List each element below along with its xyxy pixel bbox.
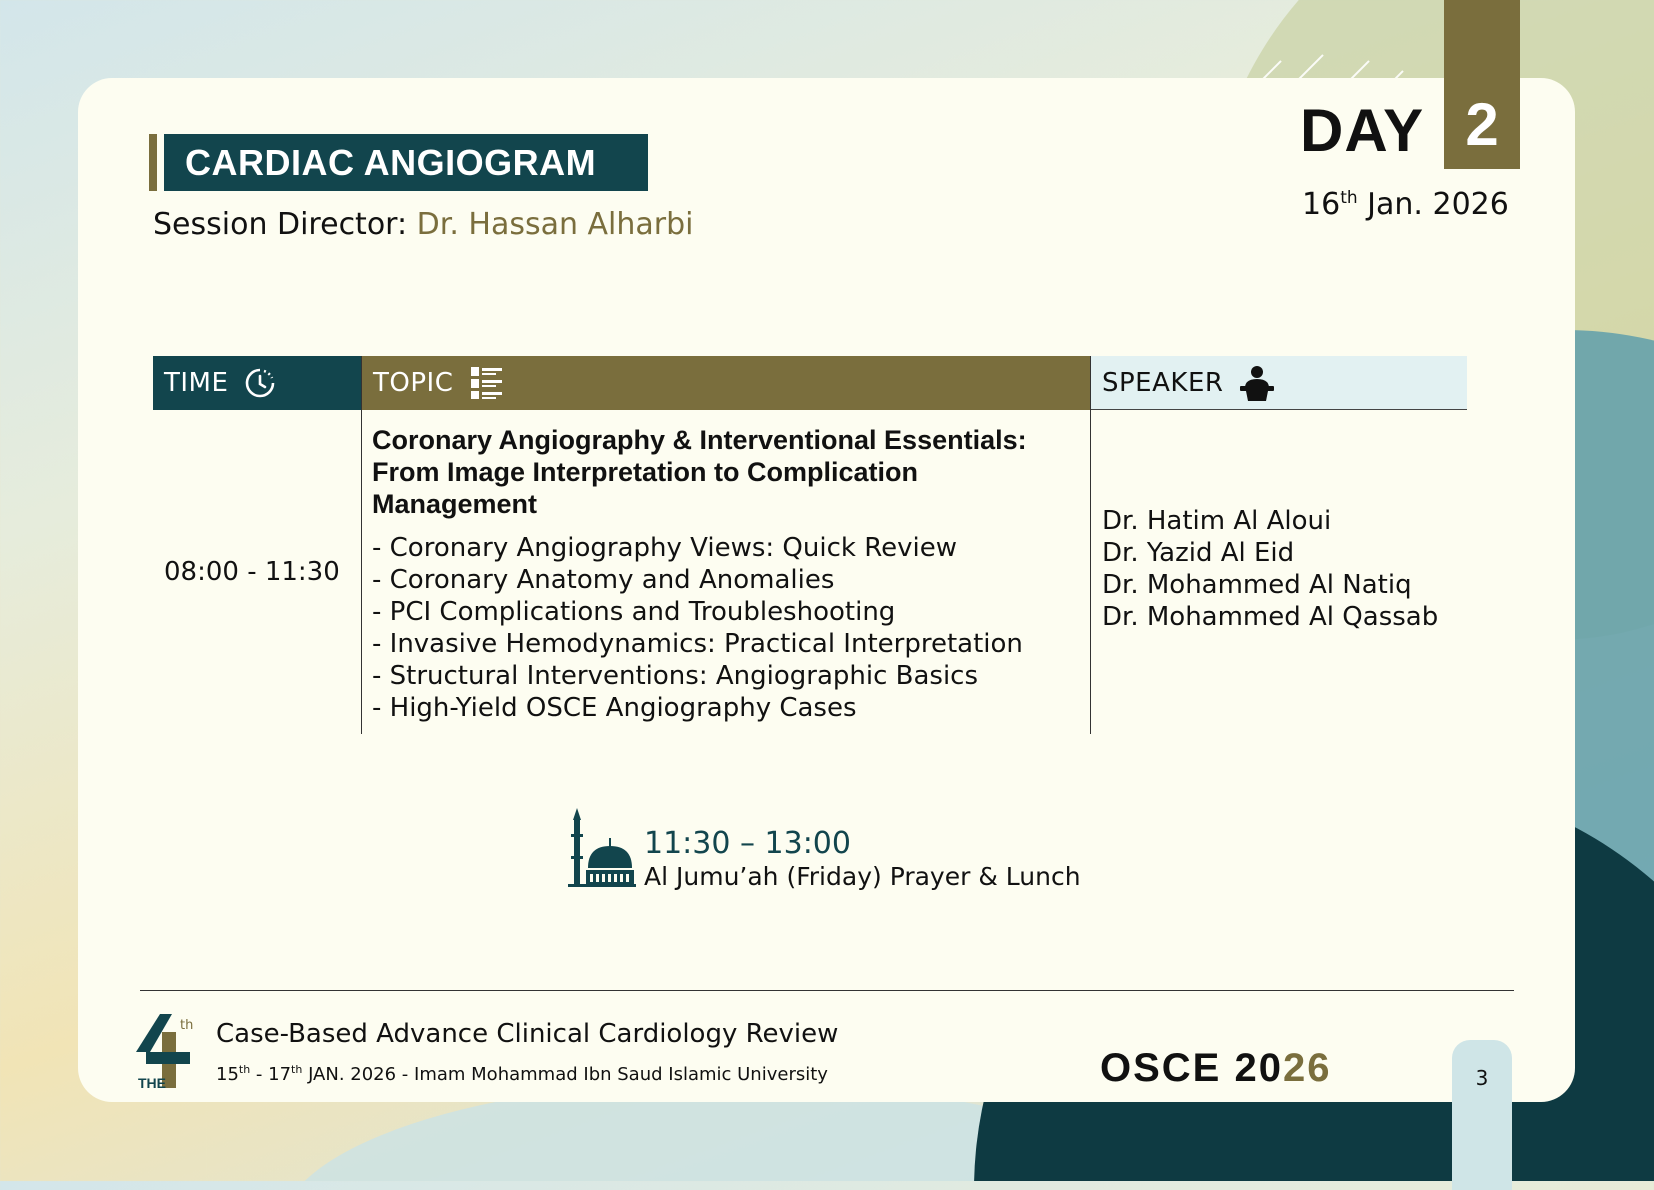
session-title-box xyxy=(164,134,648,191)
logo-word: THE xyxy=(138,1075,166,1090)
footer-date-suffix: th xyxy=(238,1063,251,1076)
list-item: - High-Yield OSCE Angiography Cases xyxy=(372,693,857,723)
list-item: - PCI Complications and Troubleshooting xyxy=(372,597,896,627)
header-topic xyxy=(361,356,1091,410)
day-label: DAY xyxy=(1300,97,1425,164)
title-accent-bar xyxy=(149,134,157,191)
osce-main: OSCE 20 xyxy=(1100,1046,1283,1090)
logo-suffix: th xyxy=(180,1018,194,1033)
speaker-name: Dr. Mohammed Al Natiq xyxy=(1102,570,1412,600)
date-rest: Jan. 2026 xyxy=(1357,187,1509,222)
session-time: 08:00 - 11:30 xyxy=(164,557,340,587)
director-label: Session Director: xyxy=(153,207,417,242)
schedule-table xyxy=(153,356,1467,734)
clock-icon xyxy=(244,367,276,399)
prayer-break xyxy=(568,808,1081,892)
header-topic-label: TOPIC xyxy=(373,368,454,398)
header-time xyxy=(153,356,361,410)
header-speaker xyxy=(1091,356,1467,410)
table-header xyxy=(153,356,1467,410)
osce-logo xyxy=(1100,1046,1331,1090)
list-item: - Coronary Anatomy and Anomalies xyxy=(372,565,835,595)
header-time-label: TIME xyxy=(164,368,229,398)
day-number: 2 xyxy=(1465,91,1499,158)
header-speaker-label: SPEAKER xyxy=(1102,367,1224,398)
footer-date-sep: - 17 xyxy=(250,1064,292,1085)
list-icon xyxy=(469,365,505,401)
footer-date-suffix: th xyxy=(291,1063,303,1076)
break-time: 11:30 – 13:00 xyxy=(644,826,851,861)
topic-cell xyxy=(361,410,1091,734)
presenter-icon xyxy=(1239,364,1275,402)
day-date xyxy=(1302,180,1509,223)
footer-subtitle xyxy=(216,1058,828,1087)
session-title: CARDIAC ANGIOGRAM xyxy=(185,141,597,183)
mosque-icon xyxy=(568,808,636,892)
speaker-name: Dr. Mohammed Al Qassab xyxy=(1102,602,1439,632)
speaker-cell xyxy=(1091,410,1467,734)
speaker-name: Dr. Hatim Al Aloui xyxy=(1102,506,1332,536)
list-item: - Structural Interventions: Angiographic Basics xyxy=(372,661,979,691)
date-day: 16 xyxy=(1302,187,1341,222)
list-item: - Coronary Angiography Views: Quick Review xyxy=(372,533,957,563)
director-name: Dr. Hassan Alharbi xyxy=(416,207,694,242)
footer-venue: JAN. 2026 - Imam Mohammad Ibn Saud Islamic University xyxy=(302,1064,828,1085)
topic-title: Coronary Angiography & Interventional Essentials: From Image Interpretation to Complication Management xyxy=(372,425,1027,519)
page-tab xyxy=(1452,1040,1512,1190)
page-number: 3 xyxy=(1475,1066,1489,1090)
osce-accent: 26 xyxy=(1282,1046,1332,1090)
footer-title: Case-Based Advance Clinical Cardiology Review xyxy=(216,1019,839,1049)
list-item: - Invasive Hemodynamics: Practical Interpretation xyxy=(372,629,1023,659)
break-text xyxy=(644,826,1081,892)
break-label: Al Jumu’ah (Friday) Prayer & Lunch xyxy=(644,862,1081,891)
event-logo xyxy=(136,1010,202,1094)
footer-date-start: 15 xyxy=(216,1064,239,1085)
footer-divider xyxy=(140,990,1514,991)
speaker-name: Dr. Yazid Al Eid xyxy=(1102,538,1295,568)
table-row xyxy=(153,410,1467,734)
date-suffix: th xyxy=(1340,188,1358,208)
session-director xyxy=(153,205,694,245)
